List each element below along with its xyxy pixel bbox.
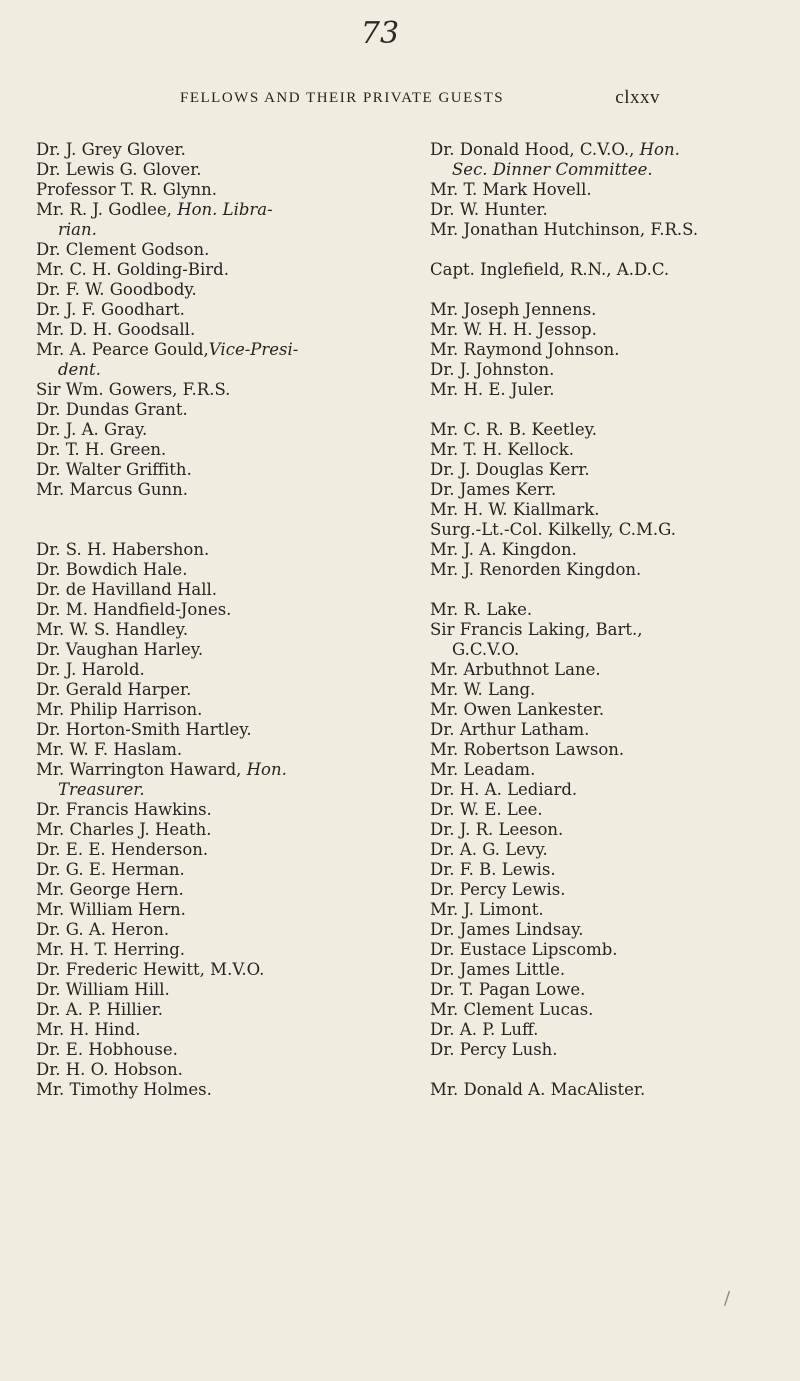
list-item: Dr. W. Hunter. — [430, 200, 548, 219]
list-item: Mr. Warrington Haward, Hon. — [36, 760, 287, 779]
list-item: Mr. Robertson Lawson. — [430, 740, 625, 759]
list-item: Dr. Donald Hood, C.V.O., Hon. — [430, 140, 680, 159]
list-item: Mr. A. Pearce Gould,Vice-Presi- — [36, 340, 299, 359]
list-item: Mr. Arbuthnot Lane. — [430, 660, 601, 679]
list-item: Mr. Clement Lucas. — [430, 1000, 594, 1019]
list-item: Mr. Donald A. MacAlister. — [430, 1080, 646, 1099]
list-item: Mr. Leadam. — [430, 760, 536, 779]
list-item: Mr. J. Renorden Kingdon. — [430, 560, 642, 579]
list-item: Dr. William Hill. — [36, 980, 170, 999]
list-item: Mr. C. H. Golding-Bird. — [36, 260, 229, 279]
list-item: Dr. J. Grey Glover. — [36, 140, 186, 159]
list-item: Dr. G. E. Herman. — [36, 860, 185, 879]
section-gap — [430, 400, 790, 420]
list-item: Sir Francis Laking, Bart., — [430, 620, 643, 639]
list-item: Dr. Clement Godson. — [36, 240, 210, 259]
section-gap — [36, 500, 388, 540]
list-item: Dr. Gerald Harper. — [36, 680, 192, 699]
list-item: Dr. E. Hobhouse. — [36, 1040, 178, 1059]
list-item: Mr. H. W. Kiallmark. — [430, 500, 600, 519]
list-item: Dr. Horton-Smith Hartley. — [36, 720, 252, 739]
list-item: Dr. Dundas Grant. — [36, 400, 188, 419]
list-item: Capt. Inglefield, R.N., A.D.C. — [430, 260, 670, 279]
list-item-continuation: dent. — [58, 360, 101, 379]
list-item: Dr. H. A. Lediard. — [430, 780, 578, 799]
section-gap — [430, 280, 790, 300]
running-head-title: FELLOWS AND THEIR PRIVATE GUESTS — [180, 90, 505, 106]
list-item: Dr. T. H. Green. — [36, 440, 167, 459]
section-gap — [430, 240, 790, 260]
office-title: Hon. — [639, 140, 680, 159]
list-item: Dr. Vaughan Harley. — [36, 640, 204, 659]
list-item: Mr. J. Limont. — [430, 900, 544, 919]
list-item: Dr. J. Harold. — [36, 660, 145, 679]
list-item: Dr. Bowdich Hale. — [36, 560, 188, 579]
list-item: Dr. James Little. — [430, 960, 566, 979]
list-item: Dr. de Havilland Hall. — [36, 580, 218, 599]
list-item: Dr. Percy Lewis. — [430, 880, 566, 899]
list-item: Mr. William Hern. — [36, 900, 186, 919]
list-item: Mr. Marcus Gunn. — [36, 480, 188, 499]
running-head-page-roman: clxxv — [615, 87, 660, 108]
list-item: Dr. T. Pagan Lowe. — [430, 980, 586, 999]
list-item: Dr. S. H. Habershon. — [36, 540, 210, 559]
handwritten-page-number: 73 — [360, 16, 400, 51]
list-item: Dr. James Kerr. — [430, 480, 557, 499]
list-item: Mr. W. S. Handley. — [36, 620, 189, 639]
list-item: Mr. R. Lake. — [430, 600, 533, 619]
section-gap — [430, 1060, 790, 1080]
list-item: Mr. W. Lang. — [430, 680, 536, 699]
office-title: Vice-Presi- — [208, 340, 299, 359]
list-item: Dr. J. A. Gray. — [36, 420, 148, 439]
list-item: Dr. Frederic Hewitt, M.V.O. — [36, 960, 265, 979]
list-item: Mr. H. T. Herring. — [36, 940, 186, 959]
list-item: Mr. T. Mark Hovell. — [430, 180, 592, 199]
list-item: Mr. H. E. Juler. — [430, 380, 555, 399]
list-item: Dr. A. G. Levy. — [430, 840, 548, 859]
list-item: Mr. H. Hind. — [36, 1020, 141, 1039]
office-title: Hon. — [246, 760, 287, 779]
left-column — [36, 140, 388, 1100]
list-item: Dr. Lewis G. Glover. — [36, 160, 202, 179]
list-item: Dr. J. Douglas Kerr. — [430, 460, 590, 479]
list-item-continuation: G.C.V.O. — [452, 640, 520, 659]
right-column — [430, 140, 790, 1100]
list-item-continuation: Sec. Dinner Committee. — [452, 160, 653, 179]
list-item: Dr. Arthur Latham. — [430, 720, 590, 739]
list-item: Mr. Raymond Johnson. — [430, 340, 620, 359]
list-item: Mr. T. H. Kellock. — [430, 440, 575, 459]
list-item: Dr. H. O. Hobson. — [36, 1060, 183, 1079]
list-item: Mr. George Hern. — [36, 880, 184, 899]
margin-pencil-mark: / — [724, 1288, 731, 1309]
list-item: Dr. A. P. Luff. — [430, 1020, 539, 1039]
office-title: Hon. Libra- — [177, 200, 273, 219]
list-item-continuation: rian. — [58, 220, 97, 239]
list-item: Dr. W. E. Lee. — [430, 800, 543, 819]
list-item: Mr. Joseph Jennens. — [430, 300, 597, 319]
list-item: Mr. Jonathan Hutchinson, F.R.S. — [430, 220, 699, 239]
list-item: Dr. J. F. Goodhart. — [36, 300, 185, 319]
list-item: Dr. Percy Lush. — [430, 1040, 558, 1059]
list-item: Dr. Francis Hawkins. — [36, 800, 212, 819]
list-item: Mr. W. F. Haslam. — [36, 740, 183, 759]
list-item: Dr. J. Johnston. — [430, 360, 555, 379]
list-item: Dr. E. E. Henderson. — [36, 840, 209, 859]
list-item: Mr. Charles J. Heath. — [36, 820, 212, 839]
list-item: Mr. R. J. Godlee, Hon. Libra- — [36, 200, 273, 219]
list-item: Dr. J. R. Leeson. — [430, 820, 564, 839]
list-item: Dr. F. B. Lewis. — [430, 860, 556, 879]
list-item: Dr. G. A. Heron. — [36, 920, 170, 939]
list-item: Mr. W. H. H. Jessop. — [430, 320, 597, 339]
list-item: Mr. Timothy Holmes. — [36, 1080, 212, 1099]
list-item: Mr. D. H. Goodsall. — [36, 320, 196, 339]
list-item: Dr. F. W. Goodbody. — [36, 280, 197, 299]
running-head — [180, 87, 660, 108]
list-item: Sir Wm. Gowers, F.R.S. — [36, 380, 231, 399]
list-item: Mr. J. A. Kingdon. — [430, 540, 577, 559]
list-item: Dr. Eustace Lipscomb. — [430, 940, 618, 959]
list-item: Dr. Walter Griffith. — [36, 460, 192, 479]
list-item: Dr. James Lindsay. — [430, 920, 584, 939]
section-gap — [430, 580, 790, 600]
list-item: Dr. M. Handfield-Jones. — [36, 600, 232, 619]
list-item: Mr. Philip Harrison. — [36, 700, 203, 719]
list-item: Surg.-Lt.-Col. Kilkelly, C.M.G. — [430, 520, 677, 539]
list-item: Mr. Owen Lankester. — [430, 700, 605, 719]
list-item-continuation: Treasurer. — [58, 780, 145, 799]
list-item: Professor T. R. Glynn. — [36, 180, 218, 199]
list-item: Dr. A. P. Hillier. — [36, 1000, 164, 1019]
list-item: Mr. C. R. B. Keetley. — [430, 420, 597, 439]
